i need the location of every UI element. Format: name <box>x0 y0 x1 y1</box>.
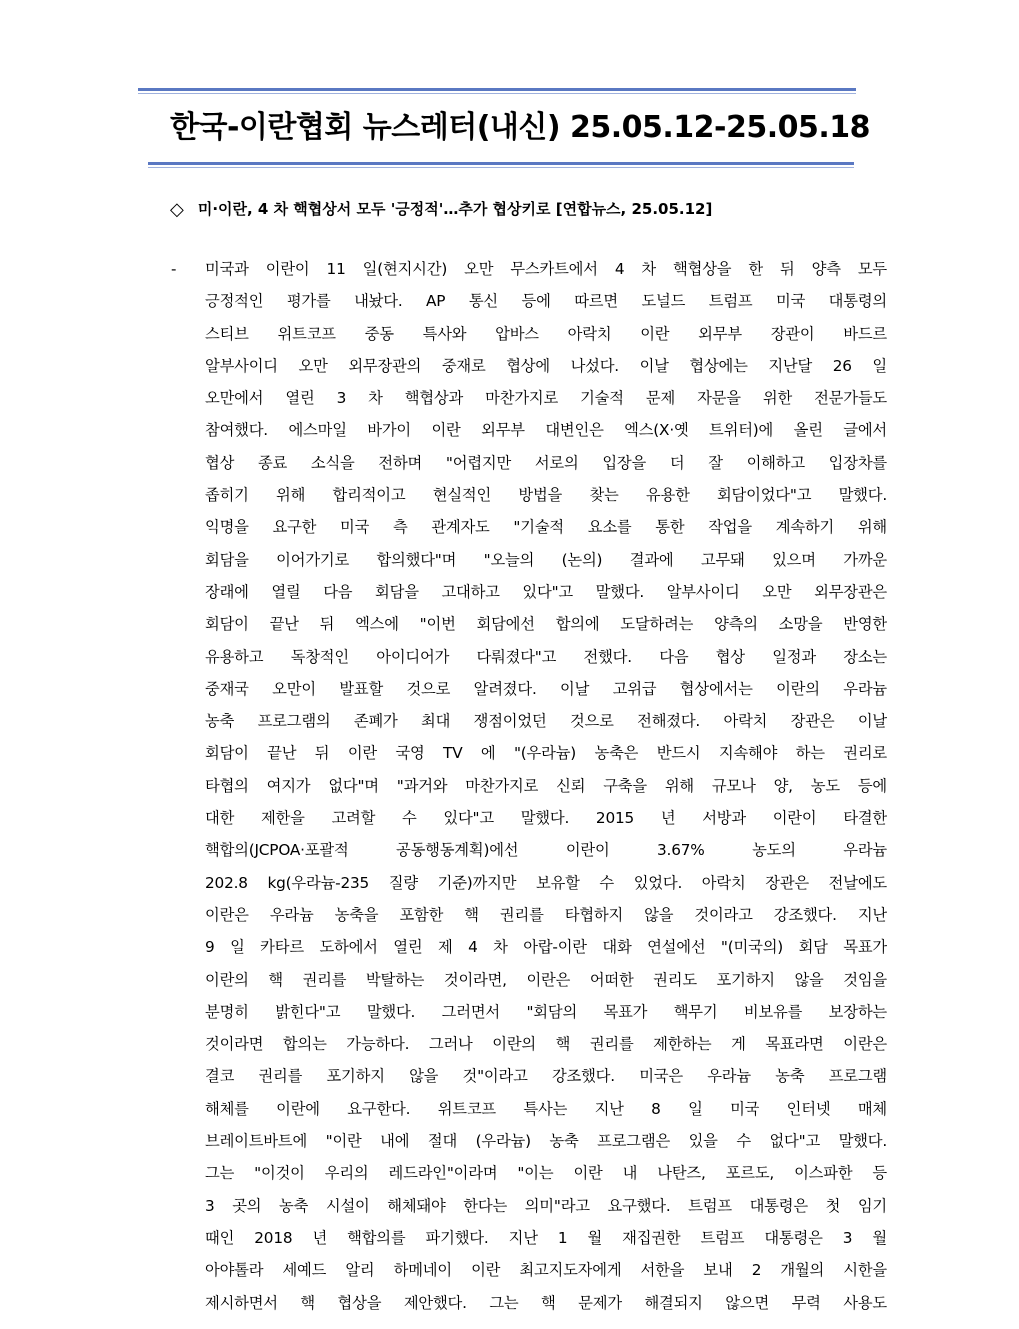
article-body-line: 핵합의(JCPOA·포괄적 공동행동계획)에선 이란이 3.67% 농도의 우라늄 <box>205 841 887 860</box>
article-body-line: 협상 종료 소식을 전하며 "어렵지만 서로의 입장을 더 잘 이해하고 입장차를 <box>205 453 887 472</box>
article-body <box>205 256 887 1322</box>
article-body-line: 그는 "이것이 우리의 레드라인"이라며 "이는 이란 내 나탄즈, 포르도, 이스파한 등 <box>205 1164 887 1183</box>
article-body-line: 해체를 이란에 요구한다. 위트코프 특사는 지난 8 일 미국 인터넷 매체 <box>205 1099 887 1118</box>
article-body-line: 긍정적인 평가를 내놨다. AP 통신 등에 따르면 도널드 트럼프 미국 대통령의 <box>205 292 887 311</box>
article-body-line: 분명히 밝힌다"고 말했다. 그러면서 "회담의 목표가 핵무기 비보유를 보장하는 <box>205 1002 887 1021</box>
article-body-line: 결코 권리를 포기하지 않을 것"이라고 강조했다. 미국은 우라늄 농축 프로그램 <box>205 1067 887 1086</box>
article-body-line: 대한 제한을 고려할 수 있다"고 말했다. 2015 년 서방과 이란이 타결한 <box>205 809 887 828</box>
article-body-line: 때인 2018 년 핵합의를 파기했다. 지난 1 월 재집권한 트럼프 대통령은 3 월 <box>205 1228 887 1247</box>
article-body-line: 익명을 요구한 미국 측 관계자도 "기술적 요소를 통한 작업을 계속하기 위해 <box>205 518 887 537</box>
article-body-line: 회담을 이어가기로 합의했다"며 "오늘의 (논의) 결과에 고무돼 있으며 가까운 <box>205 550 887 569</box>
article-headline-text: 미·이란, 4 차 핵협상서 모두 '긍정적'…추가 협상키로 [연합뉴스, 25.05.12] <box>197 200 713 218</box>
article-body-line: 오만에서 열린 3 차 핵협상과 마찬가지로 기술적 문제 자문을 위한 전문가들도 <box>205 389 887 408</box>
article-body-line: 중재국 오만이 발표할 것으로 알려졌다. 이날 고위급 협상에서는 이란의 우라늄 <box>205 679 887 698</box>
article-body-line: 제시하면서 핵 협상을 제안했다. 그는 핵 문제가 해결되지 않으면 무력 사용도 <box>205 1293 887 1312</box>
article-headline <box>170 196 890 222</box>
article-body-line: 이란의 핵 권리를 박탈하는 것이라면, 이란은 어떠한 권리도 포기하지 않을 것임을 <box>205 970 887 989</box>
article-body-line: 장래에 열릴 다음 회담을 고대하고 있다"고 말했다. 알부사이디 오만 외무장관은 <box>205 582 887 601</box>
diamond-marker-icon: ◇ <box>170 199 184 220</box>
article-body-line: 브레이트바트에 "이란 내에 절대 (우라늄) 농축 프로그램은 있을 수 없다"고 말했다. <box>205 1132 887 1151</box>
article-body-line: 미국과 이란이 11 일(현지시간) 오만 무스카트에서 4 차 핵협상을 한 뒤 양측 모두 <box>205 260 887 278</box>
bullet-dash: - <box>171 260 177 278</box>
page-title: 한국-이란협회 뉴스레터(내신) 25.05.12-25.05.18 <box>170 110 871 145</box>
article-body-line: 좁히기 위해 합리적이고 현실적인 방법을 찾는 유용한 회담이었다"고 말했다. <box>205 486 887 505</box>
article-body-line: 유용하고 독창적인 아이디어가 다뤄졌다"고 전했다. 다음 협상 일정과 장소는 <box>205 647 887 666</box>
article-body-line: 202.8 kg(우라늄-235 질량 기준)까지만 보유할 수 있었다. 아락치 장관은 전날에도 <box>205 873 887 892</box>
article-body-line: 타협의 여지가 없다"며 "과거와 마찬가지로 신뢰 구축을 위해 규모나 양, 농도 등에 <box>205 776 887 795</box>
article-body-line: 참여했다. 에스마일 바가이 이란 외무부 대변인은 엑스(X·옛 트위터)에 올린 글에서 <box>205 421 887 440</box>
article-body-line: 스티브 위트코프 중동 특사와 압바스 아락치 이란 외무부 장관이 바드르 <box>205 324 887 343</box>
article-body-line: 회담이 끝난 뒤 이란 국영 TV 에 "(우라늄) 농축은 반드시 지속해야 하는 권리로 <box>205 744 887 763</box>
title-bottom-rule <box>148 162 854 168</box>
article-body-line: 회담이 끝난 뒤 엑스에 "이번 회담에선 합의에 도달하려는 양측의 소망을 반영한 <box>205 615 887 634</box>
article-body-line: 이란은 우라늄 농축을 포함한 핵 권리를 타협하지 않을 것이라고 강조했다. 지난 <box>205 905 887 924</box>
article-body-line: 9 일 카타르 도하에서 열린 제 4 차 아랍-이란 대화 연설에선 "(미국의) 회담 목표가 <box>205 938 887 957</box>
article-body-line: 농축 프로그램의 존폐가 최대 쟁점이었던 것으로 전해졌다. 아락치 장관은 이날 <box>205 712 887 731</box>
article-body-line: 아야톨라 세예드 알리 하메네이 이란 최고지도자에게 서한을 보내 2 개월의 시한을 <box>205 1261 887 1280</box>
title-top-rule <box>138 88 856 94</box>
article-body-line: 3 곳의 농축 시설이 해체돼야 한다는 의미"라고 요구했다. 트럼프 대통령은 첫 임기 <box>205 1196 887 1215</box>
article-body-line: 알부사이디 오만 외무장관의 중재로 협상에 나섰다. 이날 협상에는 지난달 26 일 <box>205 356 887 375</box>
article-body-line: 것이라면 합의는 가능하다. 그러나 이란의 핵 권리를 제한하는 게 목표라면 이란은 <box>205 1035 887 1054</box>
